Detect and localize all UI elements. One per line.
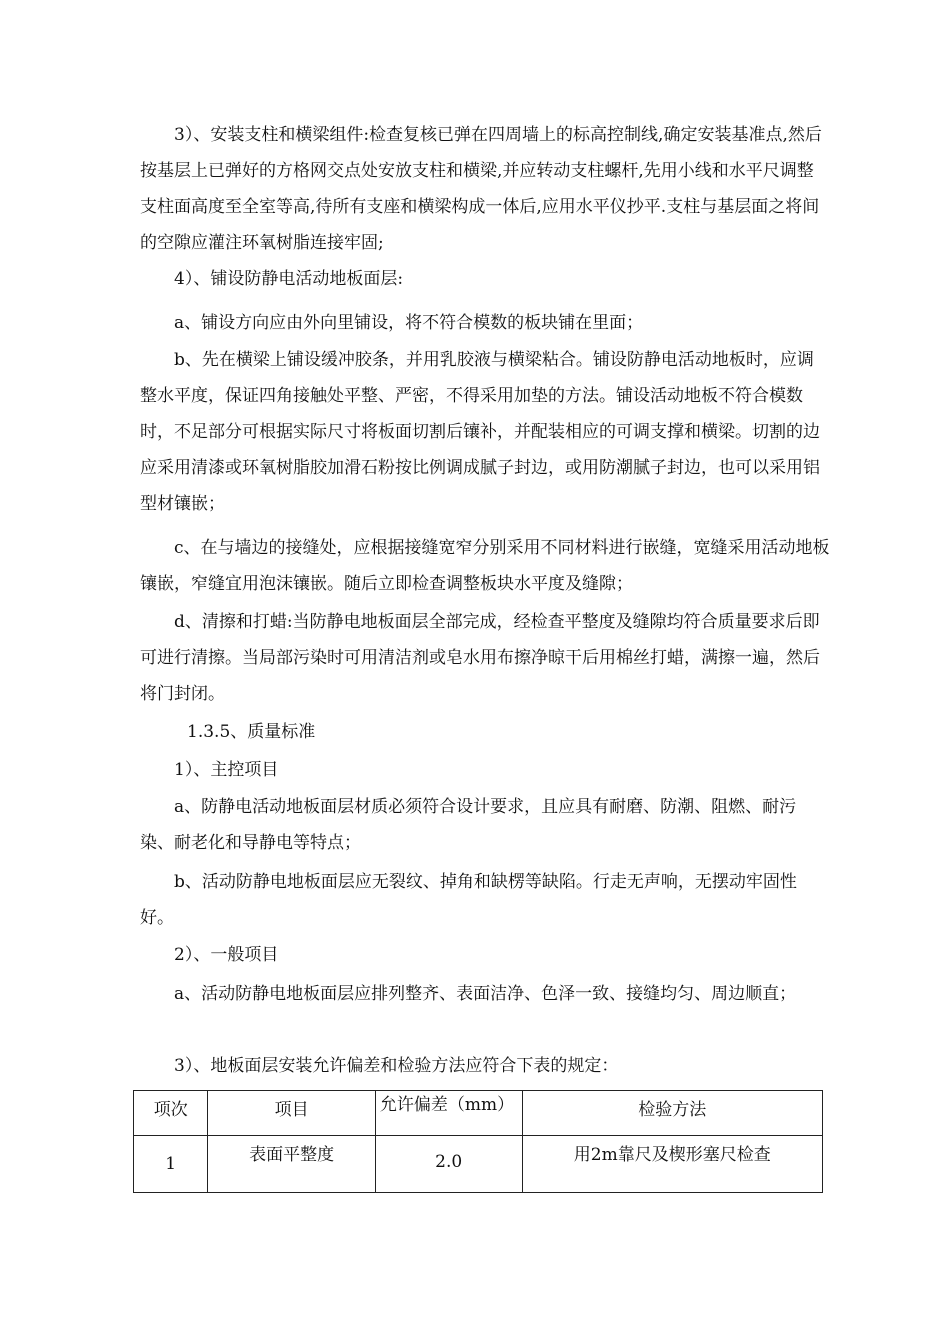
tolerance-table (133, 1090, 823, 1193)
paragraph-item-a (140, 305, 830, 341)
header-method: 检验方法 (522, 1091, 822, 1136)
paragraph-lay-floor-heading (140, 261, 830, 297)
cell-index: 1 (134, 1136, 208, 1193)
paragraph-general-items (140, 937, 830, 973)
paragraph-text: 2）、一般项目 (174, 945, 279, 965)
table-header-row (134, 1091, 823, 1136)
paragraph-main-items (140, 752, 830, 788)
paragraph-text: 1）、主控项目 (174, 760, 279, 780)
paragraph-text: b、先在横梁上铺设缓冲胶条，并用乳胶液与横梁粘合。铺设防静电活动地板时，应调整水平度，保证四角接触处平整、严密，不得采用加垫的方法。铺设活动地板不符合模数时，不足部分可根据实际尺寸将板面切割后镶补，并配装相应的可调支撑和横梁。切割的边应采用清漆或环氧树脂胶加滑石粉按比例调成腻子封边，或用防潮腻子封边，也可以采用铝型材镶嵌； (140, 350, 820, 514)
heading-text: 1.3.5、质量标准 (187, 722, 316, 742)
paragraph-main-item-b (140, 864, 830, 936)
cell-tolerance: 2.0 (375, 1136, 522, 1193)
paragraph-main-item-a (140, 789, 830, 861)
paragraph-table-intro (140, 1048, 830, 1084)
cell-method: 用2m靠尺及楔形塞尺检查 (522, 1136, 822, 1193)
paragraph-item-d (140, 604, 830, 712)
paragraph-text: a、防静电活动地板面层材质必须符合设计要求，且应具有耐磨、防潮、阻燃、耐污染、耐老化和导静电等特点； (140, 797, 797, 853)
paragraph-text: 3）、安装支柱和横梁组件:检查复核已弹在四周墙上的标高控制线,确定安装基准点,然后按基层上已弹好的方格网交点处安放支柱和横梁,并应转动支柱螺杆,先用小线和水平尺调整支柱面高度至全室等高,待所有支座和横梁构成一体后,应用水平仪抄平.支柱与基层面之将间的空隙应灌注环氧树脂连接牢固; (140, 125, 822, 253)
paragraph-text: d、清擦和打蜡:当防静电地板面层全部完成，经检查平整度及缝隙均符合质量要求后即可进行清擦。当局部污染时可用清洁剂或皂水用布擦净晾干后用棉丝打蜡，满擦一遍，然后将门封闭。 (140, 612, 820, 704)
paragraph-text: 4）、铺设防静电活动地板面层: (174, 269, 404, 289)
cell-item: 表面平整度 (208, 1136, 375, 1193)
paragraph-install-columns (140, 117, 830, 261)
paragraph-text: a、活动防静电地板面层应排列整齐、表面洁净、色泽一致、接缝均匀、周边顺直； (174, 984, 797, 1004)
header-tolerance: 允许偏差（mm） (375, 1091, 522, 1136)
section-heading-quality (187, 714, 787, 750)
paragraph-text: a、铺设方向应由外向里铺设，将不符合模数的板块铺在里面； (174, 313, 644, 333)
paragraph-item-c (140, 530, 830, 602)
paragraph-text: b、活动防静电地板面层应无裂纹、掉角和缺楞等缺陷。行走无声响，无摆动牢固性好。 (140, 872, 797, 928)
paragraph-item-b (140, 342, 830, 522)
paragraph-general-item-a (140, 976, 830, 1012)
paragraph-text: c、在与墙边的接缝处，应根据接缝宽窄分别采用不同材料进行嵌缝，宽缝采用活动地板镶嵌，窄缝宜用泡沫镶嵌。随后立即检查调整板块水平度及缝隙； (140, 538, 830, 594)
table-row (134, 1136, 823, 1193)
header-item: 项目 (208, 1091, 375, 1136)
paragraph-text: 3）、地板面层安装允许偏差和检验方法应符合下表的规定： (174, 1056, 619, 1076)
header-index: 项次 (134, 1091, 208, 1136)
